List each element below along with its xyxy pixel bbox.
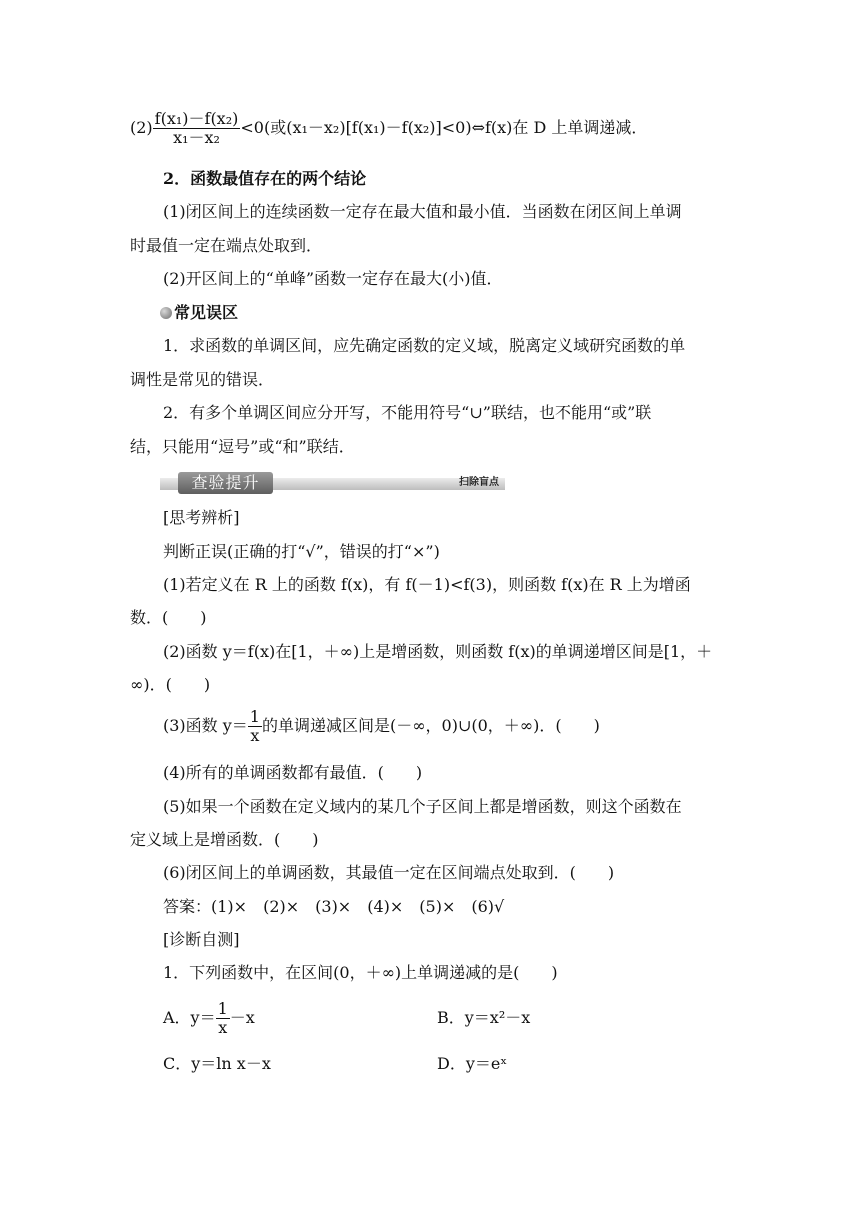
- fraction-numerator: f(x₁)－f(x₂): [154, 109, 239, 128]
- think-intro: 判断正误(正确的打“√”，错误的打“×”): [163, 542, 440, 561]
- section-heading-mistakes: [160, 302, 760, 324]
- option-a-rest: －x: [229, 1008, 255, 1027]
- difference-quotient-fraction: [153, 110, 241, 147]
- paragraph-extrema-1-line1: (1)闭区间上的连续函数一定存在最大值和最小值．当函数在闭区间上单调: [163, 202, 682, 221]
- condition-prefix: (2): [130, 118, 153, 137]
- banner-tag: 查验提升: [178, 472, 273, 494]
- paragraph-mistake-2-line2: 结，只能用“逗号”或“和”联结．: [130, 437, 355, 456]
- paragraph-extrema-1-line2: 时最值一定在端点处取到．: [130, 236, 323, 255]
- fraction-denominator: x₁－x₂: [173, 128, 220, 147]
- section-banner: [160, 472, 505, 494]
- question-4: (4)所有的单调函数都有最值．( ): [163, 763, 423, 782]
- question-3-rest: 的单调递减区间是(－∞，0)∪(0，＋∞)．( ): [261, 716, 600, 735]
- answer-line: 答案：(1)× (2)× (3)× (4)× (5)× (6)√: [163, 897, 505, 916]
- question-6: (6)闭区间上的单调函数，其最值一定在区间端点处取到．( ): [163, 863, 615, 882]
- question-3: [163, 708, 730, 745]
- question-2-line1: (2)函数 y＝f(x)在[1，＋∞)上是增函数，则函数 f(x)的单调递增区间是[1，＋: [163, 642, 713, 661]
- diagnostic-heading: [诊断自测]: [163, 930, 240, 949]
- condition-rest: <0(或(x₁－x₂)[f(x₁)－f(x₂)]<0)⇔f(x)在 D 上单调递减．: [240, 118, 648, 137]
- reciprocal-fraction: [248, 708, 262, 745]
- question-3-prefix: (3)函数 y＝: [163, 716, 248, 735]
- paragraph-extrema-2: (2)开区间上的“单峰”函数一定存在最大(小)值．: [163, 269, 503, 288]
- mistakes-heading-text: 常见误区: [174, 303, 239, 322]
- fraction-numerator: 1: [217, 999, 228, 1018]
- fraction-denominator: x: [218, 1018, 228, 1037]
- paragraph-mistake-1-line2: 调性是常见的错误．: [130, 370, 275, 389]
- lightbulb-icon: [160, 307, 172, 319]
- diagnostic-question-1: 1．下列函数中，在区间(0，＋∞)上单调递减的是( ): [163, 963, 558, 982]
- question-5-line1: (5)如果一个函数在定义域内的某几个子区间上都是增函数，则这个函数在: [163, 797, 682, 816]
- option-c: C．y＝ln x－x: [163, 1054, 271, 1073]
- think-heading: [思考辨析]: [163, 508, 240, 527]
- monotonic-decreasing-condition: [130, 110, 730, 147]
- question-1-line1: (1)若定义在 R 上的函数 f(x)，有 f(－1)<f(3)，则函数 f(x)在 R 上为增函: [163, 575, 691, 594]
- paragraph-mistake-2-line1: 2．有多个单调区间应分开写，不能用符号“∪”联结，也不能用“或”联: [163, 403, 652, 422]
- paragraph-mistake-1-line1: 1．求函数的单调区间，应先确定函数的定义域，脱离定义域研究函数的单: [163, 336, 686, 355]
- question-5-line2: 定义域上是增函数．( ): [130, 830, 319, 849]
- option-d: D．y＝eˣ: [437, 1054, 508, 1073]
- fraction-denominator: x: [250, 726, 260, 745]
- banner-subtitle: 扫除盲点: [459, 477, 499, 488]
- option-a: [163, 1000, 423, 1037]
- question-2-line2: ∞)．( ): [130, 675, 211, 694]
- option-a-prefix: A．y＝: [163, 1008, 216, 1027]
- option-b: B．y＝x²－x: [437, 1008, 531, 1027]
- option-a-fraction: [216, 1000, 230, 1037]
- question-1-line2: 数．( ): [130, 608, 207, 627]
- section-heading-extrema: 2．函数最值存在的两个结论: [163, 169, 367, 188]
- fraction-numerator: 1: [249, 707, 260, 726]
